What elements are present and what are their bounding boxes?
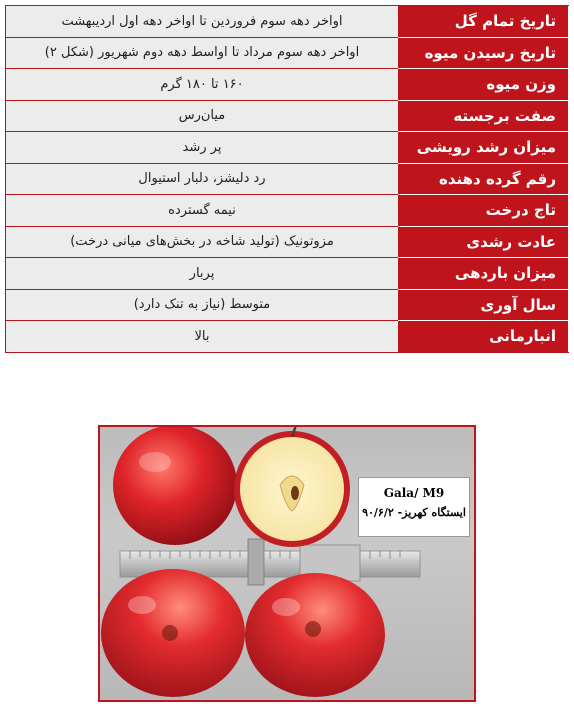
row-value: پربار (6, 258, 399, 290)
row-value: نیمه گسترده (6, 195, 399, 227)
row-label: عادت رشدی (399, 226, 569, 258)
photo-caption (358, 477, 470, 537)
table-row (6, 69, 569, 101)
row-label: وزن میوه (399, 69, 569, 101)
table-row (6, 226, 569, 258)
table-row (6, 100, 569, 132)
row-value: ۱۶۰ تا ۱۸۰ گرم (6, 69, 399, 101)
row-label: انبارمانی (399, 321, 569, 353)
row-label: میزان رشد رویشی (399, 132, 569, 164)
row-value: مزوتونیک (تولید شاخه در بخش‌های میانی درخت) (6, 226, 399, 258)
caption-station-date: ایستگاه کهریز- ۹۰/۶/۲ (362, 506, 466, 519)
caption-variety: Gala/ M9 (383, 486, 445, 500)
table-row (6, 289, 569, 321)
apple-variety-spec-table (5, 5, 569, 353)
row-label: سال آوری (399, 289, 569, 321)
row-value: اواخر دهه سوم فروردین تا اواخر دهه اول اردیبهشت (6, 6, 399, 38)
row-value: میان‌رس (6, 100, 399, 132)
row-value: بالا (6, 321, 399, 353)
row-label: میزان باردهی (399, 258, 569, 290)
apple-photo-illustration (100, 427, 474, 700)
row-value: پر رشد (6, 132, 399, 164)
table-row (6, 321, 569, 353)
table-row (6, 6, 569, 38)
apple-whole-top (113, 427, 237, 545)
table-row (6, 132, 569, 164)
row-label: تاریخ تمام گل (399, 6, 569, 38)
row-value: رد دلیشز، دلبار استیوال (6, 163, 399, 195)
table-row (6, 195, 569, 227)
table-row (6, 163, 569, 195)
row-value: متوسط (نیاز به تنک دارد) (6, 289, 399, 321)
table-row (6, 37, 569, 69)
apple-photo (98, 425, 476, 702)
row-label: صفت برجسته (399, 100, 569, 132)
row-value: اواخر دهه سوم مرداد تا اواسط دهه دوم شهریور (شکل ۲) (6, 37, 399, 69)
table-row (6, 258, 569, 290)
row-label: تاج درخت (399, 195, 569, 227)
row-label: تاریخ رسیدن میوه (399, 37, 569, 69)
row-label: رقم گرده دهنده (399, 163, 569, 195)
